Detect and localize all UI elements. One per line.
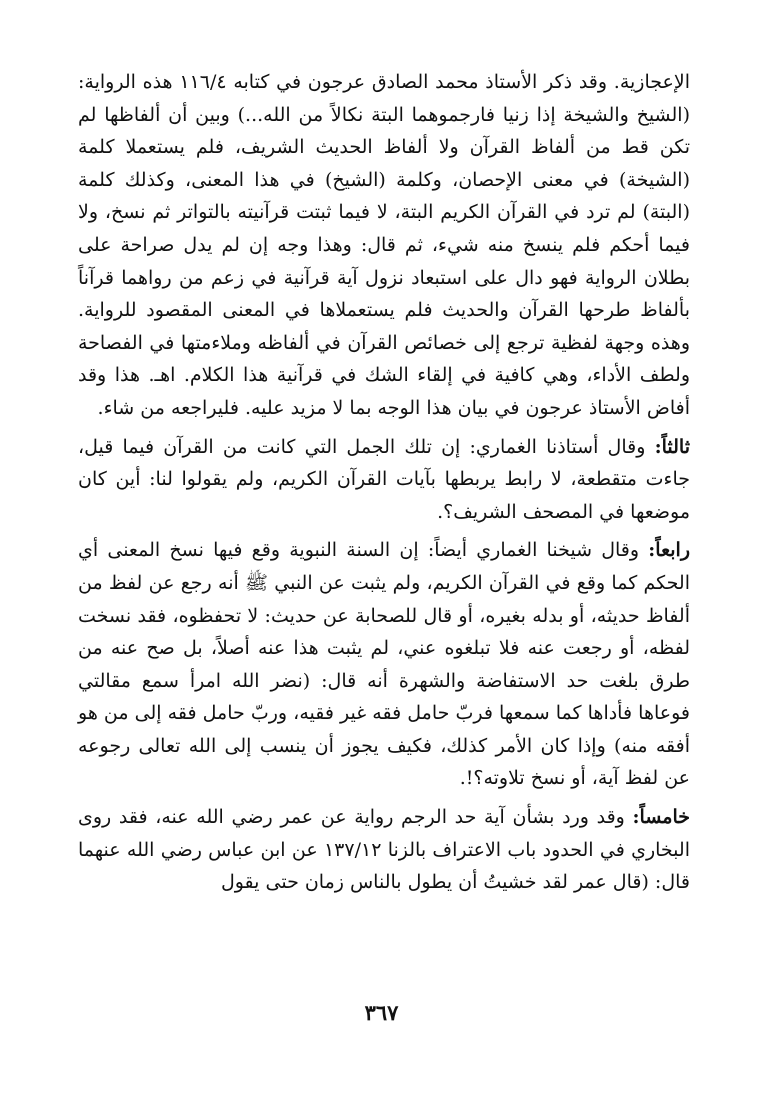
- paragraph-lead: رابعاً:: [648, 539, 690, 562]
- paragraph-narration-wording: [78, 66, 690, 425]
- paragraph-lead: خامساً:: [632, 806, 690, 829]
- paragraph-text: وقال شيخنا الغماري أيضاً: إن السنة النبوية وقع فيها نسخ المعنى أي الحكم كما وقع في القرآن الكريم، ولم يثبت عن النبي ﷺ أنه رجع عن لفظ من ألفاظ حديثه، أو بدله بغيره، أو قال للصحابة عن حديث: لا تحفظوه، فقد نسخت لفظه، أو رجعت عنه فلا تبلغوه عني، لم يثبت هذا عنه أصلاً، بل صح عنه من طرق بلغت حد الاستفاضة والشهرة أنه قال: (نضر الله امرأ سمع مقالتي فوعاها فأداها كما سمعها فربّ حامل فقه غير فقيه، وربّ حامل فقه إلى من هو أفقه منه) وإذا كان الأمر كذلك، فكيف يجوز أن ينسب إلى الله تعالى رجوعه عن لفظ آية، أو نسخ تلاوته؟!.: [78, 539, 690, 790]
- paragraph-text: وقد ورد بشأن آية حد الرجم رواية عن عمر رضي الله عنه، فقد روى البخاري في الحدود باب الاعتراف بالزنا ١٣٧/١٢ عن ابن عباس رضي الله عنهما قال: (قال عمر لقد خشيتُ أن يطول بالناس زمان حتى يقول: [78, 806, 690, 894]
- page-body: [78, 66, 690, 899]
- paragraph-fifth-point: [78, 801, 690, 899]
- paragraph-text: الإعجازية. وقد ذكر الأستاذ محمد الصادق عرجون في كتابه ١١٦/٤ هذه الرواية: (الشيخ والشيخة إذا زنيا فارجموهما البتة نكالاً من الله...) وبين أن ألفاظها لم تكن قط من ألفاظ القرآن ولا ألفاظ الحديث الشريف، فلم يستعملا كلمة (الشيخة) في معنى الإحصان، وكلمة (الشيخ) في هذا المعنى، وكذلك كلمة (البتة) لم ترد في القرآن الكريم البتة، لا فيما ثبتت قرآنيته بالتواتر ثم نسخ، ولا فيما أحكم فلم ينسخ منه شيء، ثم قال: وهذا وجه إن لم يدل صراحة على بطلان الرواية فهو دال على استبعاد نزول آية قرآنية في زعم من رواهما قرآناً بألفاظ طرحها القرآن والحديث فلم يستعملاها في المعنى المقصود للرواية. وهذه وجهة لفظية ترجع إلى خصائص القرآن في ألفاظه وملاءمتها في الفصاحة ولطف الأداء، وهي كافية في إلقاء الشك في قرآنية هذا الكلام. اهـ. هذا وقد أفاض الأستاذ عرجون في بيان هذا الوجه بما لا مزيد عليه. فليراجعه من شاء.: [78, 71, 691, 419]
- paragraph-lead: ثالثاً:: [654, 435, 690, 458]
- page-number: ٣٦٧: [364, 1000, 399, 1025]
- paragraph-third-point: [78, 431, 690, 529]
- paragraph-fourth-point: [78, 534, 690, 795]
- paragraph-text: وقال أستاذنا الغماري: إن تلك الجمل التي كانت من القرآن فيما قيل، جاءت متقطعة، لا رابط يربطها بآيات القرآن الكريم، ولم يقولوا لنا: أين كان موضعها في المصحف الشريف؟.: [78, 435, 690, 523]
